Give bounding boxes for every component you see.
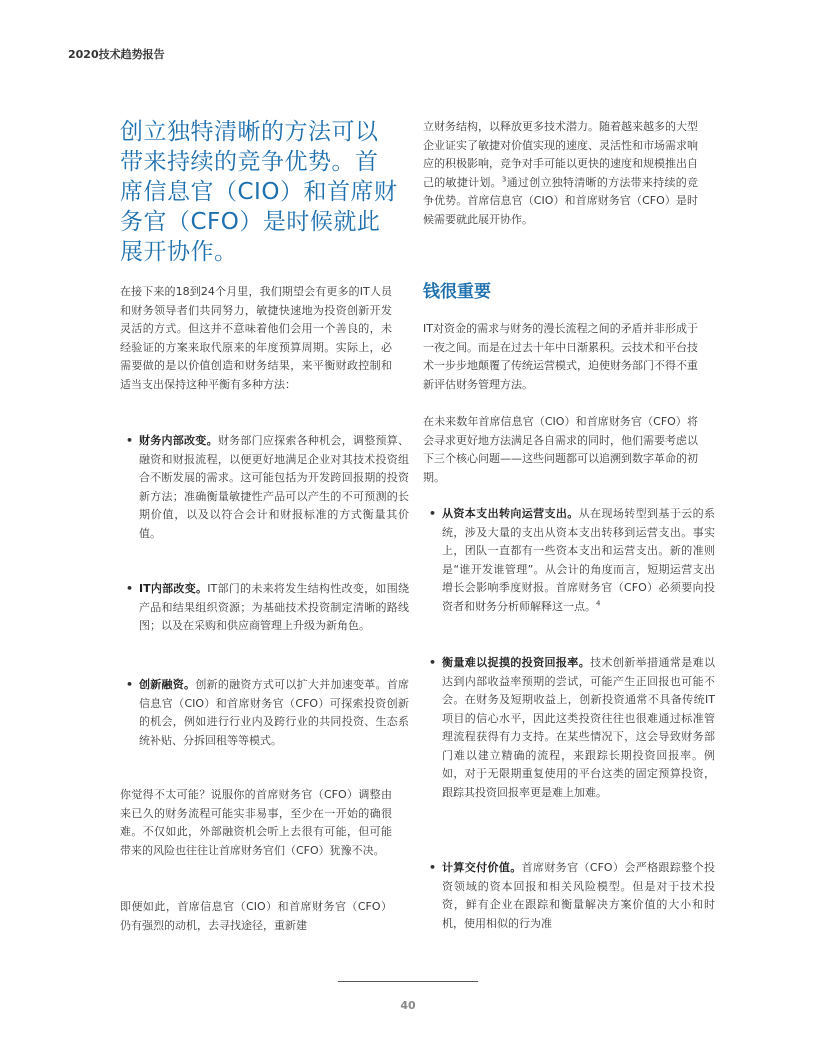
bullet-lead: 财务内部改变。 xyxy=(139,434,218,447)
bullet-dot: • xyxy=(126,582,134,595)
bullet-dot: • xyxy=(429,507,437,520)
bullet-lead: IT内部改变。 xyxy=(139,582,208,595)
bullet-lead: 创新融资。 xyxy=(139,678,196,691)
paragraph-money-matters: IT对资金的需求与财务的漫长流程之间的矛盾并非形成于一夜之间。而是在过去十年中日渐累积。云技术和平台技术一步步地颠覆了传统运营模式，迫使财务部门不得不重新评估财务管理方法。 xyxy=(423,322,698,391)
bullet-delivered-value xyxy=(425,859,715,933)
paragraph-motivation: 即便如此，首席信息官（CIO）和首席财务官（CFO）仍有强烈的动机，去寻找途径，重新建 xyxy=(120,900,392,932)
page-title: 创立独特清晰的方法可以带来持续的竞争优势。首席信息官（CIO）和首席财务官（CFO）是时候就此展开协作。 xyxy=(120,119,398,265)
page-number: 40 xyxy=(400,999,416,1012)
footer-divider xyxy=(338,981,478,982)
footnote-ref: 3 xyxy=(501,174,507,183)
bullet-finance-change xyxy=(122,432,409,543)
bullet-lead: 衡量难以捉摸的投资回报率。 xyxy=(442,656,591,669)
bullet-dot: • xyxy=(429,861,437,874)
footnote-ref: 4 xyxy=(596,598,601,607)
bullet-elusive-roi xyxy=(425,654,715,802)
section-title: 钱很重要 xyxy=(423,282,491,302)
intro-paragraph: 在接下来的18到24个月里，我们期望会有更多的IT人员和财务领导者们共同努力，敏捷快速地为投资创新开发灵活的方式。但这并不意味着他们会用一个善良的，未经验证的方案来取代原来的年度预算周期。实际上，必需要做的是以价值创造和财务结果，来平衡财政控制和适当支出保持这种平衡有多种方法： xyxy=(120,285,392,391)
report-header: 2020技术趋势报告 xyxy=(68,48,165,61)
bullet-it-change xyxy=(122,580,409,636)
paragraph-core-questions: 在未来数年首席信息官（CIO）和首席财务官（CFO）将会寻求更好地方法满足各自需求的同时，他们需要考虑以下三个核心问题——这些问题都可以追溯到数字革命的初期。 xyxy=(423,415,698,484)
paragraph-skepticism: 你觉得不太可能？说服你的首席财务官（CFO）调整由来已久的财务流程可能实非易事，至少在一开始的确很难。不仅如此，外部融资机会听上去很有可能，但可能带来的风险也往往让首席财务官们（CFO）犹豫不决。 xyxy=(120,788,392,857)
bullet-lead: 从资本支出转向运营支出。 xyxy=(442,507,579,520)
bullet-innovative-financing xyxy=(122,676,409,750)
bullet-text: 技术创新举措通常是难以达到内部收益率预期的尝试，可能产生正回报也可能不会。在财务及短期收益上，创新投资通常不具备传统IT项目的信心水平，因此这类投资往往也很难通过标准管理流程获得有力支持。在某些情况下，这会导致财务部门难以建立精确的流程，来跟踪长期投资回报率。例如，对于无限期重复使用的平台这类的固定预算投资，跟踪其投资回报率更是难上加难。 xyxy=(442,656,716,799)
bullet-dot: • xyxy=(126,678,134,691)
bullet-dot: • xyxy=(126,434,134,447)
bullet-lead: 计算交付价值。 xyxy=(442,861,522,874)
bullet-dot: • xyxy=(429,656,437,669)
bullet-text: 财务部门应探索各种机会，调整预算、融资和财报流程，以便更好地满足企业对其技术投资组合不断发展的需求。这可能包括为开发跨回报期的投资新方法；准确衡量敏捷性产品可以产生的不可预测的长期价值，以及以符合会计和财报标准的方式衡量其价值。 xyxy=(139,434,410,540)
paragraph-continuation: 立财务结构，以释放更多技术潜力。随着越来越多的大型企业证实了敏捷对价值实现的速度、灵活性和市场需求响应的积极影响，竞争对手可能以更快的速度和规模推出自己的敏捷计划。$^3$通过创立独特清晰的方法带来持续的竞争优势。首席信息官（CIO）和首席财务官（CFO）是时候需要就此展开协作。 xyxy=(423,120,699,226)
bullet-text: 首席财务官（CFO）会严格跟踪整个投资领域的资本回报和相关风险模型。但是对于技术投资，鲜有企业在跟踪和衡量解决方案价值的大小和时机，使用相似的行为准 xyxy=(442,861,715,930)
bullet-text: IT部门的未来将发生结构性改变，如围绕产品和结果组织资源；为基础技术投资制定清晰的路线图；以及在采购和供应商管理上升级为新角色。 xyxy=(139,582,409,632)
bullet-text: 从在现场转型到基于云的系统，涉及大量的支出从资本支出转移到运营支出。事实上，团队一直都有一些资本支出和运营支出。新的准则是“谁开发谁管理”。从会计的角度而言，短期运营支出增长会影响季度财报。首席财务官（CFO）必须要向投资者和财务分析师解释这一点。 xyxy=(442,507,716,613)
bullet-text: 创新的融资方式可以扩大并加速变革。首席信息官（CIO）和首席财务官（CFO）可探索投资创新的机会，例如进行行业内及跨行业的共同投资、生态系统补贴、分拆回租等等模式。 xyxy=(139,678,410,747)
bullet-capex-to-opex xyxy=(425,505,715,616)
